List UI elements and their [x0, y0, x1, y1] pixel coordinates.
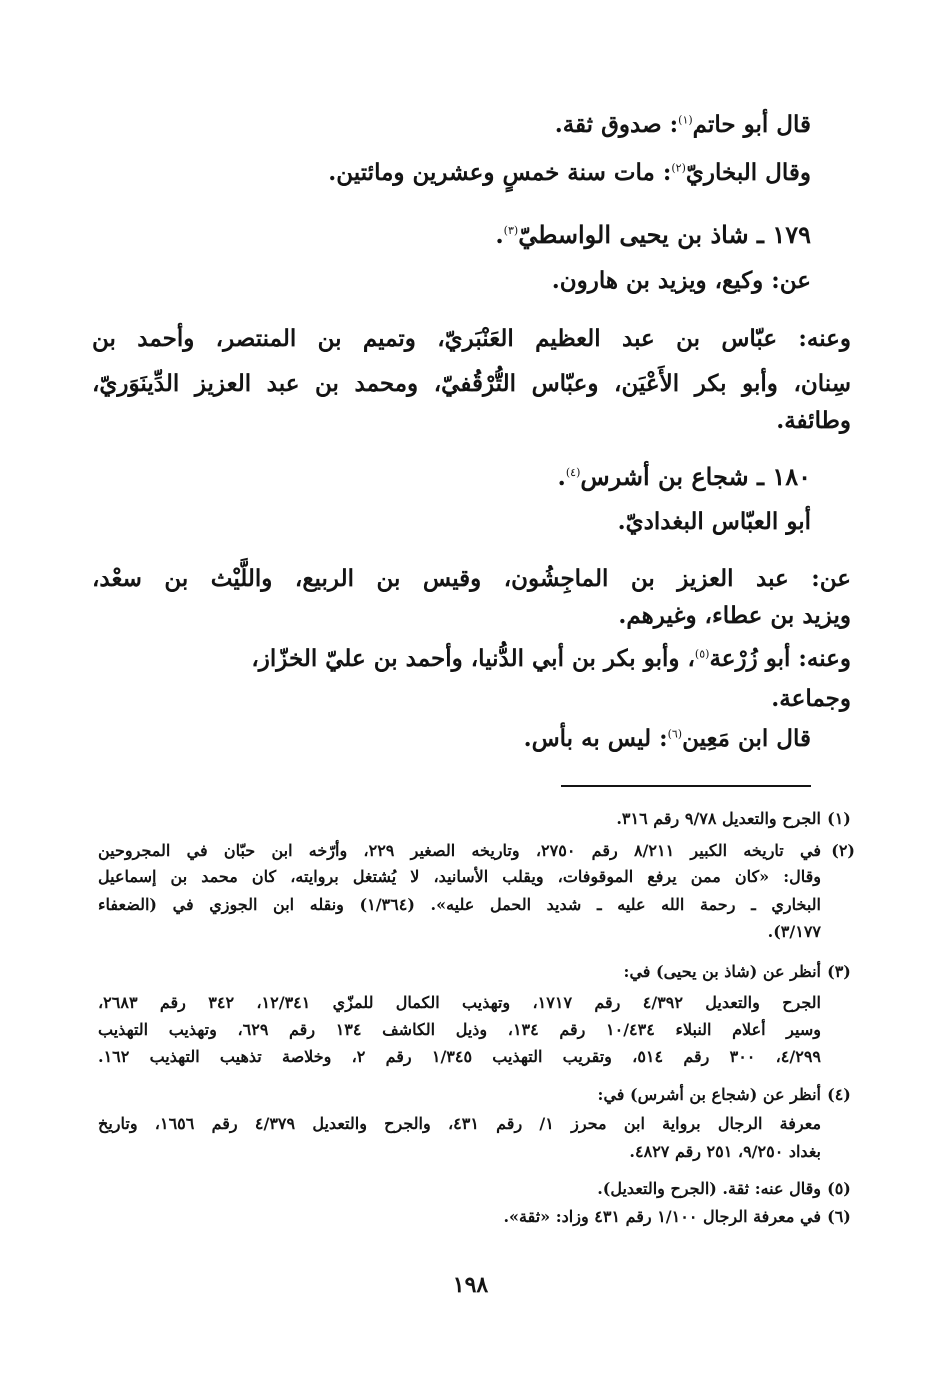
footnote-4-line: معرفة الرجال برواية ابن محرز ١/ رقم ٤٣١، والجرح والتعديل ٤/٣٧٩ رقم ١٦٥٦، وتاريخ	[98, 1114, 822, 1133]
footnote-3-line: وسير أعلام النبلاء ١٠/٤٣٤ رقم ١٣٤، وذيل الكاشف ١٣٤ رقم ٦٢٩، وتهذيب التهذيب	[98, 1020, 821, 1039]
footnote-3-line: ٤/٢٩٩، ٣٠٠ رقم ٥١٤، وتقريب التهذيب ١/٣٤٥ رقم ٢، وخلاصة تذهيب التهذيب ١٦٢.	[98, 1047, 822, 1066]
footnote-2-line: البخاري ـ رحمة الله عليه ـ شديد الحمل عليه». (١/٣٦٤) ونقله ابن الجوزي في (الضعفاء	[98, 895, 821, 914]
footnote-3-line: الجرح والتعديل ٤/٣٩٢ رقم ١٧١٧، وتهذيب الكمال للمزّي ١٢/٣٤١، ٣٤٢ رقم ٢٦٨٣،	[98, 993, 821, 1012]
entry-179-students-line-2: سِنان، وأبو بكر الأَعْيَن، وعبّاس التُّرْقُفيّ، ومحمد بن عبد العزيز الدِّينَوَريّ،	[92, 370, 851, 397]
footnote-1: (١) الجرح والتعديل ٩/٧٨ رقم ٣١٦.	[98, 806, 821, 832]
entry-180-students-line-2: وجماعة.	[771, 685, 851, 712]
footnote-number: (٤)	[827, 1085, 851, 1104]
quote-abu-hatim: قال أبو حاتم	[692, 111, 811, 138]
footnote-5: (٥) وقال عنه: ثقة. (الجرح والتعديل).	[98, 1176, 821, 1202]
text-line: وقال البخاريّ$^{(٢)}$: مات سنة خمسٍ وعشرين ومائتين.	[328, 159, 811, 186]
entry-180-kunya: أبو العبّاس البغداديّ.	[617, 508, 811, 535]
entry-180-teachers-line-1: عن: عبد العزيز بن الماجِشُون، وقيس بن الربيع، واللَّيْث بن سعْد،	[92, 565, 851, 592]
footnote-separator	[561, 785, 811, 787]
footnote-ref[interactable]: (٥)	[694, 647, 710, 661]
footnote-2: (٢) في تاريخه الكبير ٨/٢١١ رقم ٢٧٥٠، وتاريخه الصغير ٢٢٩، وأرّخه ابن حبّان في المجروحين	[98, 838, 821, 864]
footnote-ref[interactable]: (٢)	[671, 161, 686, 175]
footnote-number: (٣)	[827, 962, 851, 981]
footnote-4: (٤) أنظر عن (شجاع بن أشرس) في:	[98, 1082, 821, 1108]
quote-bukhari: وقال البخاريّ	[685, 159, 811, 186]
footnote-number: (٥)	[827, 1179, 851, 1198]
entry-180-students-line-1: وعنه: أبو زُرْعة$^{(٥)}$، وأبو بكر بن أبي الدُّنيا، وأحمد بن عليّ الخزّاز،	[251, 645, 851, 672]
entry-179-students-line-3: وطائفة.	[776, 407, 851, 434]
entry-heading-179: ١٧٩ ـ شاذ بن يحيى الواسطيّ$^{(٣)}$.	[495, 220, 811, 249]
footnote-ref[interactable]: (٤)	[565, 466, 581, 479]
footnote-ref[interactable]: (٦)	[667, 727, 683, 741]
entry-heading-180: ١٨٠ ـ شجاع بن أشرس$^{(٤)}$.	[557, 462, 811, 491]
footnote-number: (١)	[827, 809, 851, 828]
footnote-3: (٣) أنظر عن (شاذ بن يحيى) في:	[98, 959, 821, 985]
footnote-ref[interactable]: (٣)	[503, 224, 519, 237]
page-number: ١٩٨	[452, 1272, 489, 1298]
entry-179-students-line-1: وعنه: عبّاس بن عبد العظيم العَنْبَريّ، وتميم بن المنتصر، وأحمد بن	[92, 325, 851, 352]
text-line: قال أبو حاتم$^{(١)}$: صدوق ثقة.	[554, 111, 811, 138]
footnote-number: (٦)	[827, 1207, 851, 1226]
quote-ibn-main: قال ابن مَعِين$^{(٦)}$: ليس به بأس.	[523, 725, 811, 752]
entry-180-teachers-line-2: ويزيد بن عطاء، وغيرهم.	[618, 602, 851, 629]
footnote-4-line: بغداد ٩/٢٥٠، ٢٥١ رقم ٤٨٢٧.	[629, 1142, 821, 1161]
footnote-ref[interactable]: (١)	[678, 113, 693, 127]
entry-179-teachers: عن: وكيع، ويزيد بن هارون.	[551, 267, 811, 294]
footnote-2-line: ٣/١٧٧).	[767, 922, 821, 941]
footnote-6: (٦) في معرفة الرجال ١/١٠٠ رقم ٤٣١ وزاد: «ثقة».	[98, 1204, 821, 1230]
footnote-number: (٢)	[831, 841, 855, 860]
footnote-2-line: وقال: «كان ممن يرفع الموقوفات، ويقلب الأسانيد، لا يُشتغل بروايته، كان محمد بن إسماعيل	[98, 867, 821, 886]
